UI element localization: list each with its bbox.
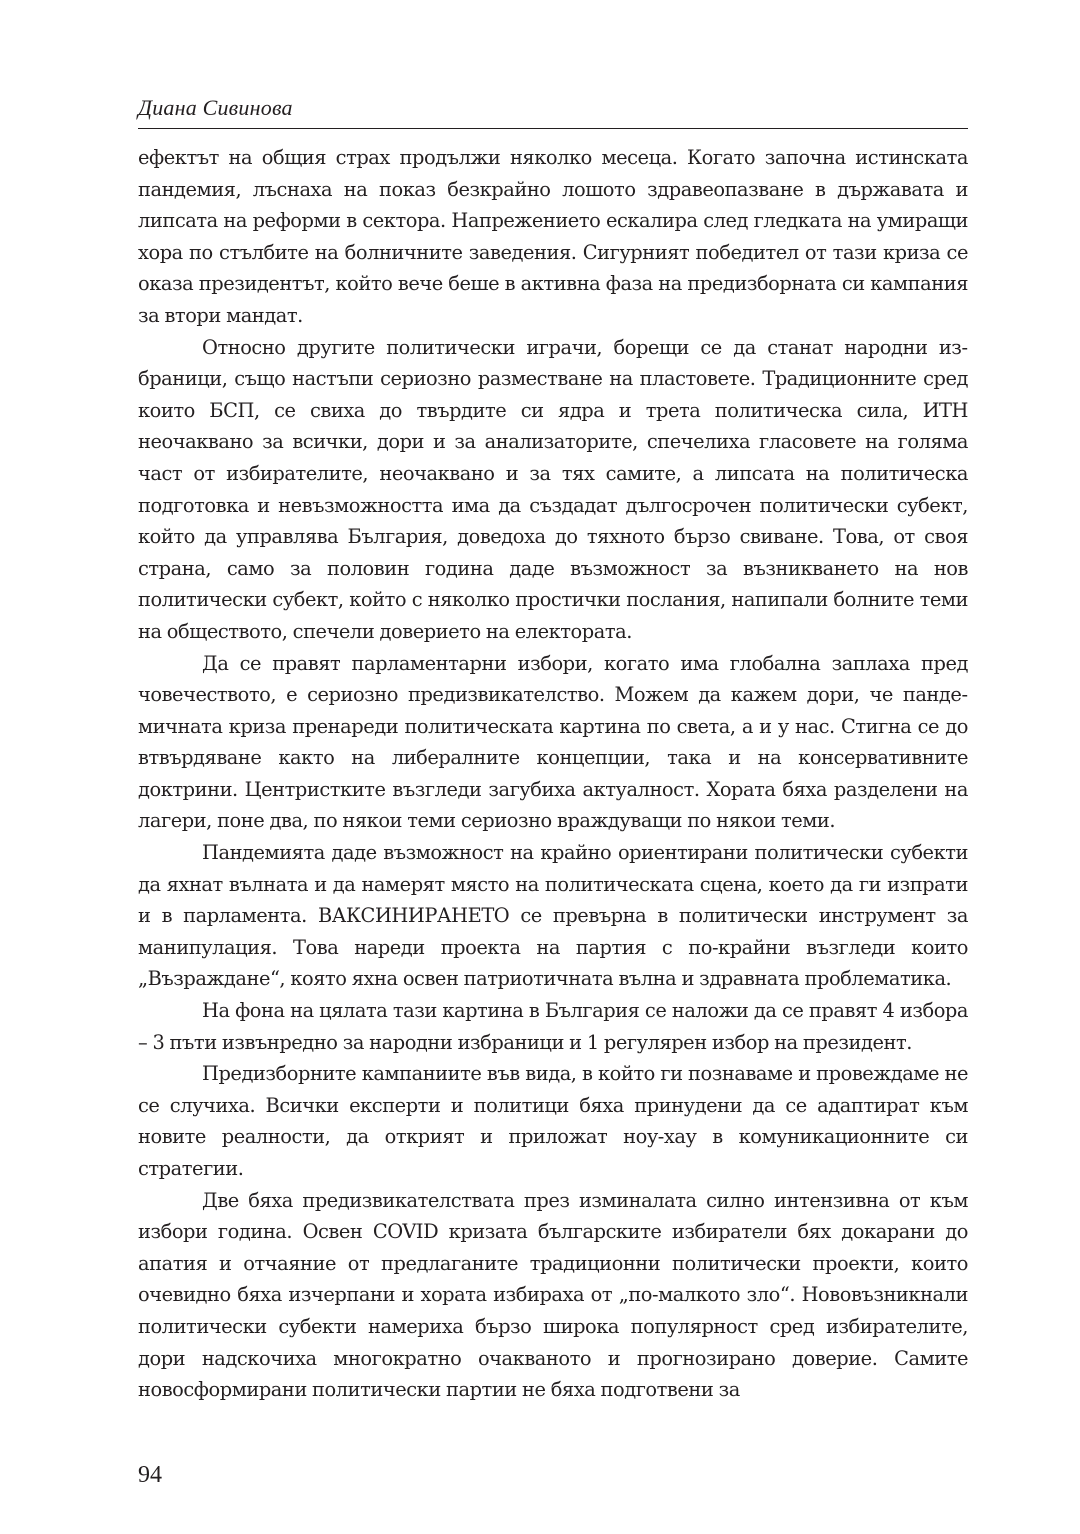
page-number: 94 bbox=[138, 1462, 162, 1488]
paragraph-5: На фона на цялата тази картина в България се наложи да се правят 4 избора – 3 пъти извънредно за народни избраници и 1 регулярен избор на президент. bbox=[138, 999, 968, 1054]
paragraph-2: Относно другите политически играчи, борещи се да станат народни избраници, също настъпи сериозно разместване на пластовете. Традиционните сред които БСП, се свиха до твърдите си ядра и трета политическа сила, ИТН неочаквано за всички, дори и за анализаторите, спечелиха гласовете на голяма част от избирателите, неочаквано и за тях самите, а липсата на политическа подготовка и невъзможността има да създадат дългосрочен политически субект, който да управлява България, доведоха до тяхното бързо свиване. Това, от своя страна, само за половин година даде възможност за възникването на нов политически субект, който с няколко простички послания, напипали болните теми на обществото, спечели доверието на електората. bbox=[138, 335, 968, 643]
paragraph-3: Да се правят парламентарни избори, когато има глобална заплаха пред човечеството, е сериозно предизвикателство. Можем да кажем дори, че пандемичната криза пренареди политическата картина по света, а и у нас. Стигна се до втвърдяване както на либералните концепции, така и на консервативните доктрини. Центристките възгледи загубиха актуалност. Хората бяха разделени на лагери, поне два, по някои теми сериозно враждуващи по някои теми. bbox=[138, 651, 968, 833]
paragraph-7: Две бяха предизвикателствата през изминалата силно интензивна от към избори година. Освен COVID кризата българските избиратели бях докарани до апатия и отчаяние от предлаганите традиционни политически проекти, които очевидно бяха изчерпани и хората избираха от „по-малкото зло“. Нововъзникнали политически субекти намериха бързо широка популярност сред избирателите, дори надскочиха многократно очакваното и прогнозирано доверие. Самите новосформирани политически партии не бяха подготвени за bbox=[138, 1188, 968, 1402]
paragraph-1: ефектът на общия страх продължи няколко месеца. Когато започна истинската пандемия, лъснаха на показ безкрайно лошото здравеопазване в държавата и липсата на реформи в сектора. Напрежението ескалира след гледката на умиращи хора по стълбите на болничните заведения. Сигурният победител от тази криза се оказа президентът, който вече беше в активна фаза на предизборната си кампания за втори мандат. bbox=[138, 146, 968, 327]
paragraph-4: Пандемията даде възможност на крайно ориентирани политически субекти да яхнат вълната и да намерят място на политическата сцена, което да ги изпрати и в парламента. ВАКСИНИРАНЕТО се превърна в политически инструмент за манипулация. Това нареди проекта на партия с по-крайни възгледи които „Възраждане“, която яхна освен патриотичната вълна и здравната проблематика. bbox=[138, 841, 968, 991]
header-rule bbox=[138, 128, 968, 129]
running-head-author: Диана Сивинова bbox=[138, 95, 293, 120]
paragraph-6: Предизборните кампаниите във вида, в който ги познаваме и провеждаме не се случиха. Всички експерти и политици бяха принудени да се адаптират към новите реалности, да открият и приложат ноу-хау в комуникационните си стратегии. bbox=[138, 1062, 968, 1180]
body-text bbox=[138, 142, 968, 1406]
